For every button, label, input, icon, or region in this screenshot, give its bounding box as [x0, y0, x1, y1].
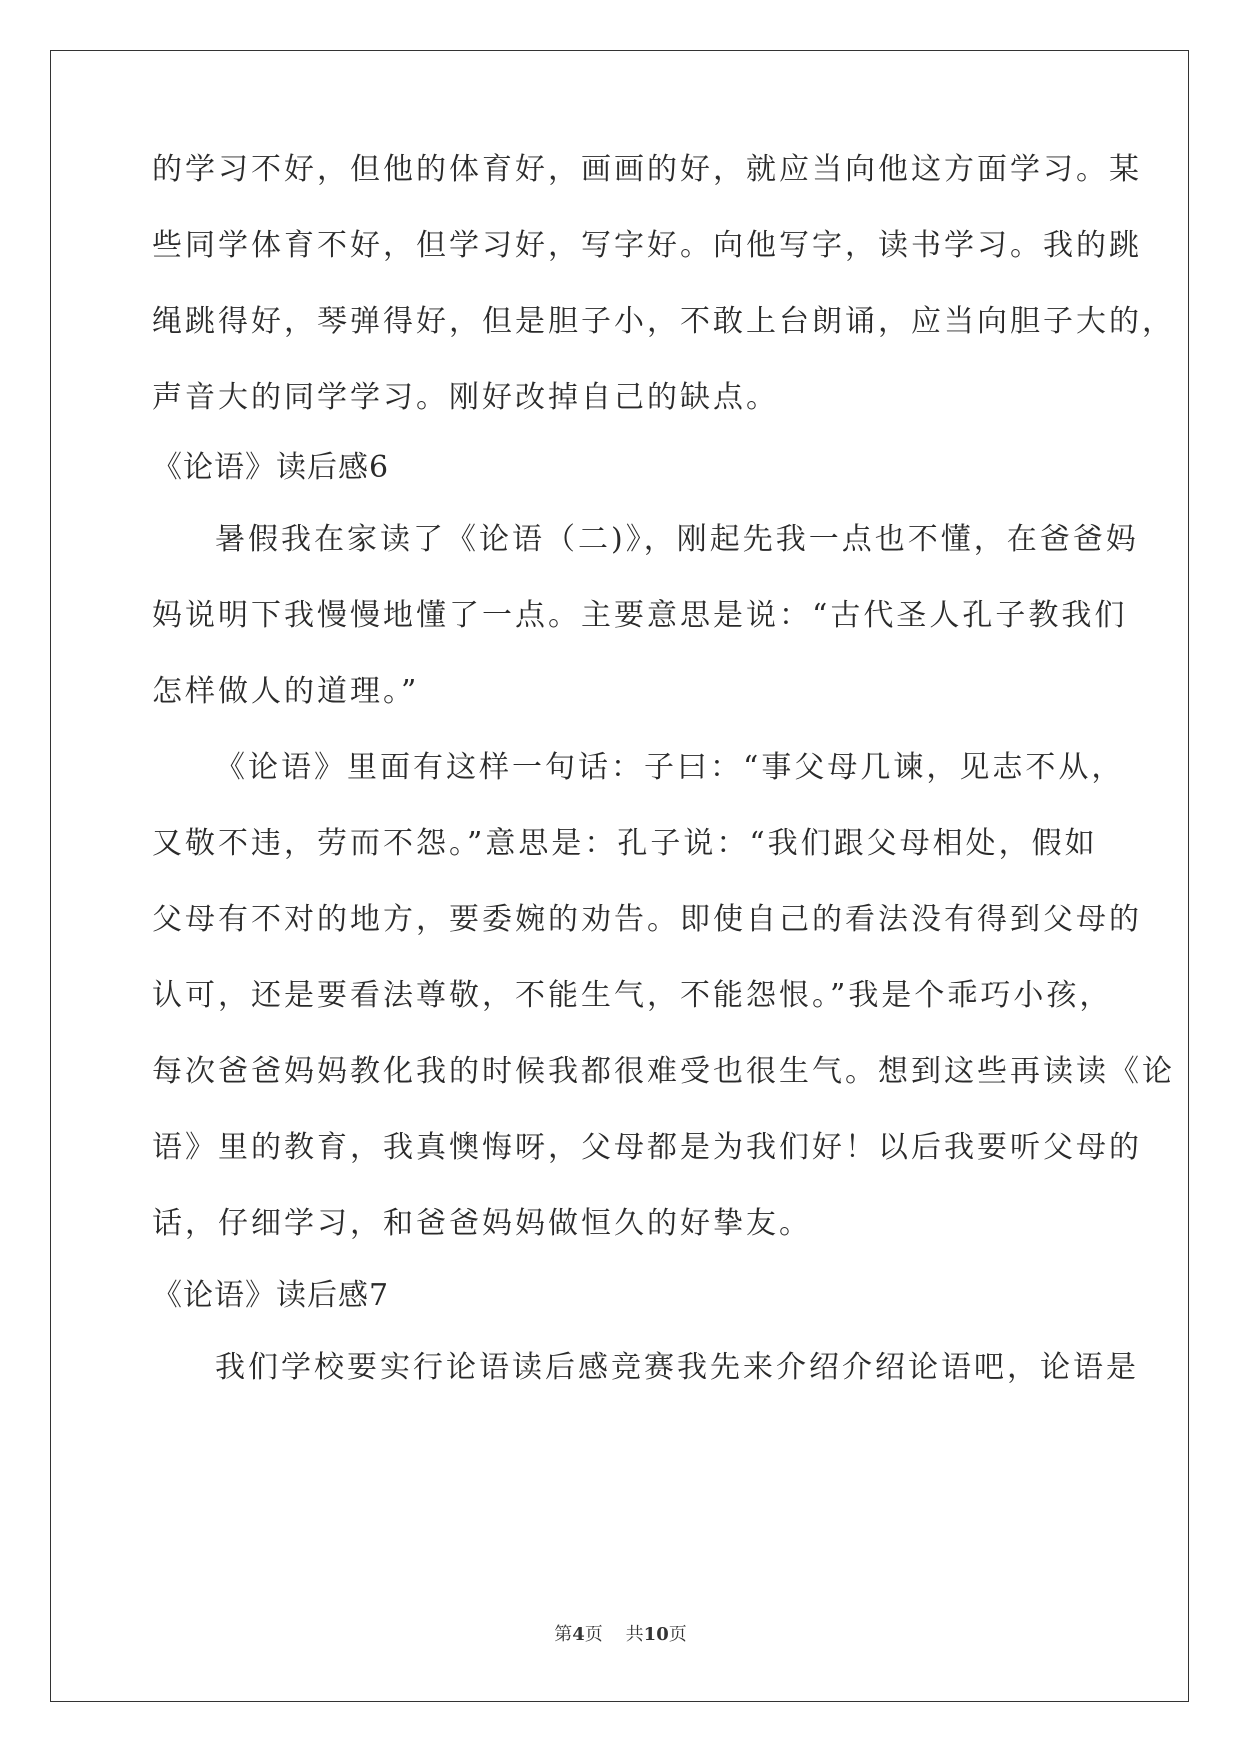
- section-heading: 《论语》读后感7: [152, 1278, 390, 1313]
- text-line: 些同学体育不好，但学习好，写字好。向他写字，读书学习。我的跳: [152, 228, 1142, 263]
- text-line: 父母有不对的地方，要委婉的劝告。即使自己的看法没有得到父母的: [152, 902, 1142, 937]
- text-line: 《论语》里面有这样一句话：子曰：“事父母几谏，见志不从，: [215, 750, 1125, 785]
- text-line: 话，仔细学习，和爸爸妈妈做恒久的好挚友。: [152, 1206, 812, 1241]
- text-line: 暑假我在家读了《论语（二)》，刚起先我一点也不懂，在爸爸妈: [215, 522, 1139, 557]
- section-heading: 《论语》读后感6: [152, 450, 390, 485]
- page-number: 4: [572, 1624, 585, 1645]
- text-line: 怎样做人的道理。”: [152, 674, 420, 709]
- page-suffix: 页: [584, 1624, 603, 1645]
- page-border: [50, 50, 1189, 1702]
- text-line: 又敬不违，劳而不怨。”意思是：孔子说：“我们跟父母相处，假如: [152, 826, 1098, 861]
- total-prefix: 共: [625, 1624, 644, 1645]
- page-footer: [0, 1620, 1241, 1646]
- page-prefix: 第: [554, 1624, 573, 1645]
- text-line: 绳跳得好，琴弹得好，但是胆子小，不敢上台朗诵，应当向胆子大的，: [152, 304, 1175, 339]
- text-line: 我们学校要实行论语读后感竞赛我先来介绍介绍论语吧，论语是: [215, 1350, 1139, 1385]
- total-pages: 10: [643, 1624, 669, 1645]
- text-line: 的学习不好，但他的体育好，画画的好，就应当向他这方面学习。某: [152, 152, 1142, 187]
- text-line: 声音大的同学学习。刚好改掉自己的缺点。: [152, 380, 779, 415]
- text-line: 语》里的教育，我真懊悔呀，父母都是为我们好！以后我要听父母的: [152, 1130, 1142, 1165]
- text-line: 每次爸爸妈妈教化我的时候我都很难受也很生气。想到这些再读读《论: [152, 1054, 1175, 1089]
- text-line: 认可，还是要看法尊敬，不能生气，不能怨恨。”我是个乖巧小孩，: [152, 978, 1113, 1013]
- text-line: 妈说明下我慢慢地懂了一点。主要意思是说：“古代圣人孔子教我们: [152, 598, 1128, 633]
- total-suffix: 页: [668, 1624, 687, 1645]
